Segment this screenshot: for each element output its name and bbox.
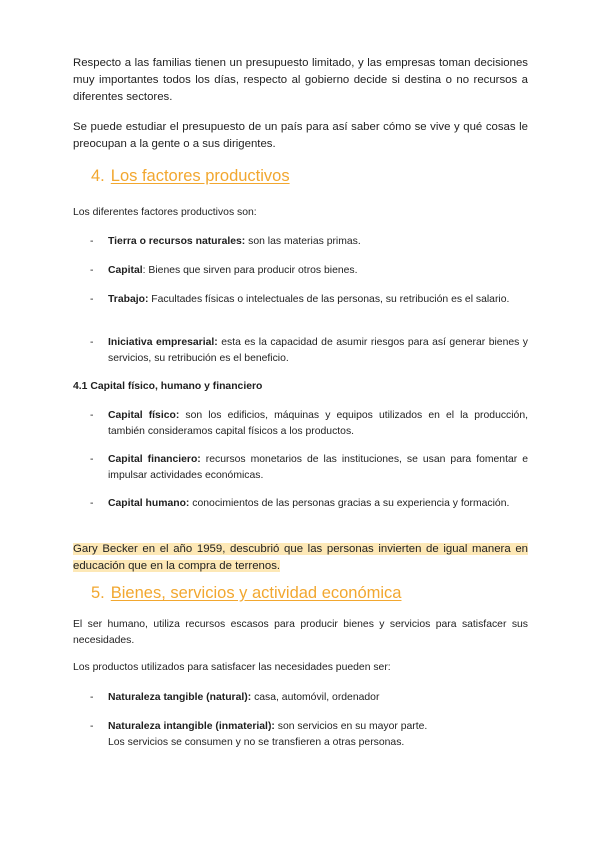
intro-paragraph-2: Se puede estudiar el presupuesto de un país para así saber cómo se vive y qué cosas le preocupan a la gente o a sus dirigentes.: [73, 121, 528, 150]
item-term: Capital financiero:: [108, 454, 201, 465]
item-term: Trabajo:: [108, 294, 149, 305]
item-term: Tierra o recursos naturales:: [108, 236, 246, 247]
intro-paragraph-1: Respecto a las familias tienen un presupuesto limitado, y las empresas toman decisiones muy importantes todos los días, respecto al gobierno decide si destina o no recursos a diferentes sectores.: [73, 57, 528, 103]
bullet-dash: -: [90, 294, 94, 305]
list-item: [90, 408, 528, 440]
subsection-heading: 4.1 Capital físico, humano y financiero: [73, 381, 263, 392]
bullet-dash: -: [90, 454, 94, 465]
list-item: [90, 719, 528, 751]
item-term: Naturaleza intangible (inmaterial):: [108, 721, 275, 732]
item-text: esta es la capacidad de asumir riesgos para así generar bienes y servicios, su retribución es el beneficio.: [108, 337, 528, 364]
section-4-heading: [91, 166, 290, 186]
item-text-line-2: Los servicios se consumen y no se transfieren a otras personas.: [108, 737, 405, 748]
section-4-lead: Los diferentes factores productivos son:: [73, 207, 257, 218]
item-term: Naturaleza tangible (natural):: [108, 692, 252, 703]
item-text: casa, automóvil, ordenador: [251, 692, 380, 703]
bullet-dash: -: [90, 692, 94, 703]
bullet-dash: -: [90, 265, 94, 276]
item-text: son servicios en su mayor parte.: [274, 721, 428, 732]
list-item: [90, 335, 528, 367]
item-text: son las materias primas.: [245, 236, 361, 247]
bullet-dash: -: [90, 498, 94, 509]
section-5-paragraph-2: Los productos utilizados para satisfacer las necesidades pueden ser:: [73, 662, 391, 673]
section-5-title: Bienes, servicios y actividad económica: [110, 584, 402, 602]
item-term: Capital humano:: [108, 498, 190, 509]
item-text: conocimientos de las personas gracias a su experiencia y formación.: [189, 498, 510, 509]
item-text: son los edificios, máquinas y equipos utilizados en el la producción, también consideramos capital físicos a los productos.: [108, 410, 528, 437]
bullet-dash: -: [90, 236, 94, 247]
item-text: : Bienes que sirven para producir otros bienes.: [142, 265, 358, 276]
highlighted-note: [73, 541, 528, 575]
list-item: [90, 690, 528, 706]
item-term: Iniciativa empresarial:: [108, 337, 218, 348]
list-item: [90, 452, 528, 484]
item-term: Capital físico:: [108, 410, 180, 421]
section-4-number: 4.: [91, 167, 105, 185]
list-item: [90, 292, 528, 308]
list-item: [90, 234, 528, 250]
item-text: Facultades físicas o intelectuales de las personas, su retribución es el salario.: [148, 294, 510, 305]
item-text: recursos monetarios de las instituciones, se usan para fomentar e impulsar actividades económicas.: [108, 454, 528, 481]
section-4-title: Los factores productivos: [110, 167, 290, 185]
section-5-heading: [91, 583, 401, 603]
list-item: [90, 496, 528, 512]
highlighted-note-text: Gary Becker en el año 1959, descubrió que las personas invierten de igual manera en educación que en la compra de terrenos.: [73, 543, 528, 572]
list-item: [90, 263, 528, 279]
section-5-paragraph-1: El ser humano, utiliza recursos escasos para producir bienes y servicios para satisfacer sus necesidades.: [73, 619, 528, 646]
bullet-dash: -: [90, 721, 94, 732]
item-term: Capital: [108, 265, 143, 276]
bullet-dash: -: [90, 410, 94, 421]
bullet-dash: -: [90, 337, 94, 348]
section-5-number: 5.: [91, 584, 105, 602]
